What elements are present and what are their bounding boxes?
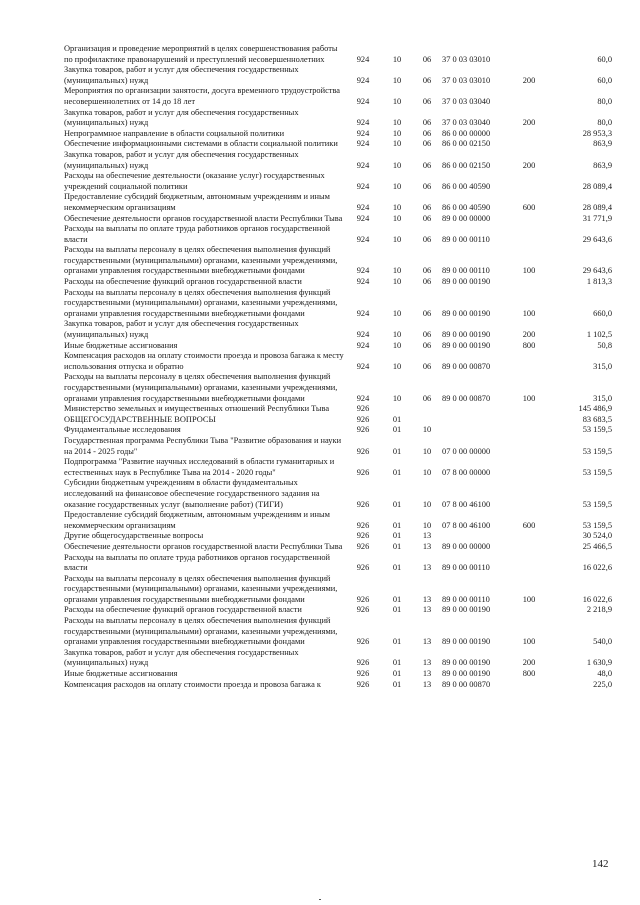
- row-vr-code: 100: [522, 266, 536, 276]
- table-row: [64, 192, 612, 213]
- row-name: Организация и проведение мероприятий в целях совершенствования работы по профилактике правонарушений и преступлений несовершеннолетних: [64, 44, 338, 64]
- row-vr-code: [514, 531, 544, 542]
- row-csr-code: 89 0 00 00190: [442, 277, 491, 287]
- row-rz-code: 10: [392, 330, 402, 340]
- row-name: Обеспечение деятельности органов государственной власти Республики Тыва: [64, 213, 343, 223]
- row-pr-code: 10: [422, 499, 432, 509]
- row-vr-code: 200: [522, 330, 536, 340]
- budget-table: [64, 44, 612, 690]
- row-vr-code: 200: [522, 118, 536, 128]
- row-csr-code: 07 8 00 46100: [442, 520, 491, 530]
- table-row: [64, 150, 612, 171]
- row-name: Расходы на выплаты по оплате труда работников органов государственной власти: [64, 552, 331, 573]
- row-pr-code: 13: [422, 563, 432, 573]
- table-row: [64, 436, 612, 457]
- row-pr-code: 10: [422, 425, 432, 435]
- row-rz-code: 01: [392, 425, 402, 435]
- row-sum: 16 022,6: [582, 594, 612, 604]
- row-gr-code: 924: [356, 393, 370, 403]
- row-name: Субсидии бюджетным учреждениям в области фундаментальных исследований на финансовое обеспечение государственного задания на оказание государственных услуг (выполнение работ) (ТИГИ): [64, 478, 320, 509]
- row-name: Фундаментальные исследования: [64, 425, 181, 435]
- row-name: Расходы на выплаты персоналу в целях обеспечения выполнения функций государственными (муниципальными) органами, казенными учреждениями, органами управления государственными внебюджетными фондами: [64, 287, 338, 318]
- row-sum: 53 159,5: [582, 446, 612, 456]
- row-name: Компенсация расходов на оплату стоимости проезда и провоза багажа к: [64, 679, 321, 689]
- row-csr-code: 89 0 00 00870: [442, 361, 491, 371]
- row-csr-code: 89 0 00 00110: [442, 266, 490, 276]
- row-pr-code: 06: [422, 160, 432, 170]
- row-name: Иные бюджетные ассигнования: [64, 669, 178, 679]
- row-sum: 225,0: [593, 679, 612, 689]
- row-name: Государственная программа Республики Тыва "Развитие образования и науки на 2014 - 2025 годы": [64, 435, 342, 456]
- row-pr-code: 06: [422, 361, 432, 371]
- row-gr-code: 926: [356, 520, 370, 530]
- row-vr-code: [514, 553, 544, 574]
- row-sum: 53 159,5: [582, 520, 612, 530]
- row-pr-code: 13: [422, 637, 432, 647]
- row-gr-code: 926: [356, 605, 370, 615]
- row-name: Закупка товаров, работ и услуг для обеспечения государственных (муниципальных) нужд: [64, 647, 299, 668]
- row-sum: 660,0: [593, 308, 612, 318]
- row-csr-code: [442, 531, 514, 542]
- table-row: [64, 680, 612, 691]
- table-row: [64, 319, 612, 340]
- row-gr-code: 924: [356, 128, 370, 138]
- row-csr-code: 89 0 00 00190: [442, 637, 491, 647]
- row-pr-code: 06: [422, 213, 432, 223]
- row-pr-code: 10: [422, 467, 432, 477]
- row-pr-code: 13: [422, 594, 432, 604]
- row-csr-code: 89 0 00 00000: [442, 541, 491, 551]
- row-gr-code: 926: [356, 679, 370, 689]
- row-csr-code: 89 0 00 00870: [442, 393, 491, 403]
- row-sum: 29 643,6: [582, 266, 612, 276]
- row-csr-code: 07 0 00 00000: [442, 446, 491, 456]
- row-vr-code: 100: [522, 594, 536, 604]
- table-row: [64, 531, 612, 542]
- row-gr-code: 924: [356, 308, 370, 318]
- row-rz-code: 10: [392, 361, 402, 371]
- row-csr-code: 89 0 00 00190: [442, 658, 491, 668]
- row-sum: 1 813,3: [586, 277, 612, 287]
- table-row: [64, 415, 612, 426]
- table-row: [64, 553, 612, 574]
- row-name: Расходы на выплаты по оплате труда работников органов государственной власти: [64, 224, 331, 244]
- row-name: Предоставление субсидий бюджетным, автономным учреждениям и иным некоммерческим организациям: [64, 192, 330, 212]
- row-pr-code: [412, 415, 442, 426]
- row-csr-code: [442, 425, 514, 436]
- row-gr-code: 924: [356, 266, 370, 276]
- row-vr-code: 800: [522, 340, 536, 350]
- row-rz-code: 01: [392, 669, 402, 679]
- table-row: [64, 404, 612, 415]
- row-gr-code: 924: [356, 277, 370, 287]
- table-row: [64, 65, 612, 86]
- row-vr-code: [514, 214, 544, 225]
- table-row: [64, 351, 612, 372]
- row-sum: 80,0: [597, 96, 612, 106]
- row-sum: 1 630,9: [586, 658, 612, 668]
- table-row: [64, 669, 612, 680]
- row-name: Расходы на обеспечение функций органов государственной власти: [64, 277, 302, 287]
- row-name: Обеспечение деятельности органов государственной власти Республики Тыва: [64, 541, 343, 551]
- row-rz-code: 01: [392, 541, 402, 551]
- row-gr-code: 924: [356, 213, 370, 223]
- row-csr-code: 86 0 00 02150: [442, 160, 491, 170]
- row-sum: 315,0: [593, 393, 612, 403]
- row-csr-code: 89 0 00 00000: [442, 213, 491, 223]
- row-gr-code: 926: [356, 499, 370, 509]
- row-csr-code: 37 0 03 03010: [442, 75, 491, 85]
- row-gr-code: 926: [356, 541, 370, 551]
- row-rz-code: 10: [392, 118, 402, 128]
- row-rz-code: 10: [392, 234, 402, 244]
- table-row: [64, 245, 612, 277]
- page-number: 142: [592, 858, 609, 870]
- row-pr-code: 06: [422, 96, 432, 106]
- row-csr-code: 37 0 03 03010: [442, 54, 491, 64]
- table-row: [64, 574, 612, 606]
- row-pr-code: 10: [422, 520, 432, 530]
- row-csr-code: 37 0 03 03040: [442, 96, 491, 106]
- row-name: Расходы на обеспечение деятельности (оказание услуг) государственных учреждений социальной политики: [64, 171, 325, 191]
- row-pr-code: 13: [422, 531, 432, 541]
- row-vr-code: 600: [522, 202, 536, 212]
- row-csr-code: 86 0 00 00000: [442, 128, 491, 138]
- row-sum: 53 159,5: [582, 499, 612, 509]
- row-vr-code: 600: [522, 520, 536, 530]
- row-rz-code: 10: [392, 75, 402, 85]
- row-sum: 29 643,6: [582, 234, 612, 244]
- row-sum: 31 771,9: [582, 213, 612, 223]
- row-rz-code: 10: [392, 128, 402, 138]
- row-sum: 28 089,4: [582, 202, 612, 212]
- budget-table-body: [64, 44, 612, 690]
- row-vr-code: [514, 86, 544, 107]
- row-name: Закупка товаров, работ и услуг для обеспечения государственных (муниципальных) нужд: [64, 149, 299, 170]
- row-name: Расходы на выплаты персоналу в целях обеспечения выполнения функций государственными (муниципальными) органами, казенными учреждениями, органами управления государственными внебюджетными фондами: [64, 573, 338, 604]
- row-name: Иные бюджетные ассигнования: [64, 340, 178, 350]
- row-sum: 53 159,5: [582, 425, 612, 435]
- row-csr-code: [442, 404, 514, 415]
- row-name: Компенсация расходов на оплату стоимости проезда и провоза багажа к месту использования отпуска и обратно: [64, 351, 344, 371]
- row-gr-code: 924: [356, 202, 370, 212]
- row-sum: 16 022,6: [582, 563, 612, 573]
- row-sum: 2 218,9: [586, 605, 612, 615]
- table-row: [64, 44, 612, 65]
- row-name: Закупка товаров, работ и услуг для обеспечения государственных (муниципальных) нужд: [64, 319, 299, 340]
- row-sum: 145 486,9: [578, 404, 612, 414]
- table-row: [64, 224, 612, 245]
- row-sum: 1 102,5: [586, 330, 612, 340]
- row-name: Закупка товаров, работ и услуг для обеспечения государственных (муниципальных) нужд: [64, 65, 299, 85]
- table-row: [64, 86, 612, 107]
- row-name: Другие общегосударственные вопросы: [64, 531, 204, 541]
- table-row: [64, 425, 612, 436]
- row-gr-code: 926: [356, 658, 370, 668]
- row-gr-code: 924: [356, 234, 370, 244]
- row-vr-code: 200: [522, 75, 536, 85]
- row-gr-code: 924: [356, 118, 370, 128]
- row-csr-code: 37 0 03 03040: [442, 118, 491, 128]
- row-csr-code: 07 8 00 46100: [442, 499, 491, 509]
- row-sum: 60,0: [597, 75, 612, 85]
- row-sum: 83 683,5: [582, 414, 612, 424]
- row-pr-code: 06: [422, 75, 432, 85]
- row-vr-code: [514, 457, 544, 478]
- row-pr-code: 13: [422, 541, 432, 551]
- row-pr-code: 06: [422, 340, 432, 350]
- row-vr-code: [514, 478, 544, 510]
- row-name: Расходы на выплаты персоналу в целях обеспечения выполнения функций государственными (муниципальными) органами, казенными учреждениями, органами управления государственными внебюджетными фондами: [64, 372, 338, 403]
- row-sum: 863,9: [593, 139, 612, 149]
- row-vr-code: 100: [522, 393, 536, 403]
- row-gr-code: 924: [356, 75, 370, 85]
- row-gr-code: 924: [356, 139, 370, 149]
- row-gr-code: 924: [356, 96, 370, 106]
- row-sum: 540,0: [593, 637, 612, 647]
- table-row: [64, 108, 612, 129]
- row-sum: 50,8: [597, 340, 612, 350]
- row-rz-code: [382, 404, 412, 415]
- row-rz-code: 10: [392, 340, 402, 350]
- row-rz-code: 10: [392, 181, 402, 191]
- row-vr-code: [514, 404, 544, 415]
- table-row: [64, 648, 612, 669]
- row-gr-code: 926: [356, 414, 370, 424]
- row-name: Закупка товаров, работ и услуг для обеспечения государственных (муниципальных) нужд: [64, 107, 299, 128]
- row-vr-code: 200: [522, 160, 536, 170]
- table-row: [64, 372, 612, 404]
- row-gr-code: 926: [356, 637, 370, 647]
- row-name: Подпрограмма "Развитие научных исследований в области гуманитарных и естественных наук в Республике Тыва на 2014 - 2020 годы": [64, 457, 335, 477]
- row-gr-code: 924: [356, 330, 370, 340]
- row-name: Непрограммное направление в области социальной политики: [64, 128, 285, 138]
- row-sum: 80,0: [597, 118, 612, 128]
- row-gr-code: 926: [356, 531, 370, 541]
- row-gr-code: 924: [356, 160, 370, 170]
- row-pr-code: 06: [422, 202, 432, 212]
- row-gr-code: 926: [356, 446, 370, 456]
- row-sum: 28 089,4: [582, 181, 612, 191]
- row-rz-code: 01: [392, 467, 402, 477]
- row-pr-code: 13: [422, 679, 432, 689]
- table-row: [64, 542, 612, 553]
- table-row: [64, 341, 612, 352]
- row-gr-code: 926: [356, 669, 370, 679]
- row-rz-code: 01: [392, 679, 402, 689]
- row-vr-code: [514, 351, 544, 372]
- row-name: Мероприятия по организации занятости, досуга временного трудоустройства несовершеннолетних от 14 до 18 лет: [64, 86, 341, 106]
- row-csr-code: 89 0 00 00190: [442, 605, 491, 615]
- row-rz-code: 01: [392, 414, 402, 424]
- row-vr-code: [514, 680, 544, 691]
- row-vr-code: 800: [522, 669, 536, 679]
- row-csr-code: 89 0 00 00190: [442, 330, 491, 340]
- row-sum: 863,9: [593, 160, 612, 170]
- row-rz-code: 10: [392, 160, 402, 170]
- row-gr-code: 926: [356, 467, 370, 477]
- row-rz-code: 01: [392, 446, 402, 456]
- row-name: Предоставление субсидий бюджетным, автономным учреждениям и иным некоммерческим организациям: [64, 510, 330, 530]
- row-rz-code: 01: [392, 658, 402, 668]
- row-vr-code: 100: [522, 308, 536, 318]
- row-name: Расходы на выплаты персоналу в целях обеспечения выполнения функций государственными (муниципальными) органами, казенными учреждениями, органами управления государственными внебюджетными фондами: [64, 245, 338, 276]
- row-gr-code: 926: [356, 594, 370, 604]
- row-vr-code: [514, 139, 544, 150]
- row-pr-code: 13: [422, 605, 432, 615]
- row-csr-code: 89 0 00 00110: [442, 563, 490, 573]
- row-pr-code: 13: [422, 669, 432, 679]
- row-pr-code: 06: [422, 393, 432, 403]
- row-vr-code: [514, 129, 544, 140]
- table-row: [64, 129, 612, 140]
- row-rz-code: 10: [392, 266, 402, 276]
- table-row: [64, 478, 612, 510]
- row-sum: 48,0: [597, 669, 612, 679]
- row-pr-code: 06: [422, 139, 432, 149]
- table-row: [64, 171, 612, 192]
- row-gr-code: 924: [356, 54, 370, 64]
- row-pr-code: 06: [422, 330, 432, 340]
- table-row: [64, 510, 612, 531]
- scan-speck: [319, 899, 321, 900]
- row-vr-code: [514, 415, 544, 426]
- row-pr-code: 13: [422, 658, 432, 668]
- row-vr-code: [514, 542, 544, 553]
- row-pr-code: 06: [422, 308, 432, 318]
- row-gr-code: 926: [356, 425, 370, 435]
- row-rz-code: 01: [392, 531, 402, 541]
- row-vr-code: [514, 224, 544, 245]
- row-name: ОБЩЕГОСУДАРСТВЕННЫЕ ВОПРОСЫ: [64, 414, 216, 424]
- row-vr-code: [514, 277, 544, 288]
- row-sum: 60,0: [597, 54, 612, 64]
- row-sum: 30 524,0: [582, 531, 612, 541]
- row-vr-code: [514, 425, 544, 436]
- row-csr-code: [442, 415, 514, 426]
- row-rz-code: 10: [392, 213, 402, 223]
- row-name: Расходы на обеспечение функций органов государственной власти: [64, 605, 302, 615]
- row-csr-code: 86 0 00 40590: [442, 181, 491, 191]
- table-row: [64, 616, 612, 648]
- row-name: Министерство земельных и имущественных отношений Республики Тыва: [64, 404, 330, 414]
- row-rz-code: 10: [392, 54, 402, 64]
- row-rz-code: 10: [392, 308, 402, 318]
- row-vr-code: [514, 44, 544, 65]
- row-pr-code: 06: [422, 234, 432, 244]
- row-vr-code: 200: [522, 658, 536, 668]
- row-csr-code: 86 0 00 40590: [442, 202, 491, 212]
- row-pr-code: 10: [422, 446, 432, 456]
- table-row: [64, 277, 612, 288]
- row-pr-code: 06: [422, 277, 432, 287]
- row-pr-code: 06: [422, 266, 432, 276]
- row-rz-code: 10: [392, 96, 402, 106]
- row-pr-code: 06: [422, 118, 432, 128]
- row-rz-code: 01: [392, 594, 402, 604]
- row-pr-code: 06: [422, 181, 432, 191]
- row-csr-code: 89 0 00 00110: [442, 594, 490, 604]
- row-csr-code: 89 0 00 00190: [442, 308, 491, 318]
- row-gr-code: 924: [356, 361, 370, 371]
- row-sum: 53 159,5: [582, 467, 612, 477]
- row-vr-code: [514, 171, 544, 192]
- row-csr-code: 86 0 00 02150: [442, 139, 491, 149]
- table-row: [64, 214, 612, 225]
- row-rz-code: 01: [392, 637, 402, 647]
- row-rz-code: 01: [392, 499, 402, 509]
- table-row: [64, 139, 612, 150]
- row-sum: 25 466,5: [582, 541, 612, 551]
- row-pr-code: [412, 404, 442, 415]
- row-pr-code: 06: [422, 54, 432, 64]
- row-vr-code: 100: [522, 637, 536, 647]
- row-gr-code: 924: [356, 181, 370, 191]
- row-sum: 315,0: [593, 361, 612, 371]
- row-gr-code: 924: [356, 340, 370, 350]
- table-row: [64, 457, 612, 478]
- row-csr-code: 07 8 00 00000: [442, 467, 491, 477]
- row-rz-code: 10: [392, 277, 402, 287]
- table-row: [64, 605, 612, 616]
- row-csr-code: 89 0 00 00870: [442, 679, 491, 689]
- row-rz-code: 01: [392, 520, 402, 530]
- row-name: Обеспечение информационными системами в области социальной политики: [64, 139, 338, 149]
- row-sum: 28 953,3: [582, 128, 612, 138]
- row-rz-code: 10: [392, 393, 402, 403]
- row-name: Расходы на выплаты персоналу в целях обеспечения выполнения функций государственными (муниципальными) органами, казенными учреждениями, органами управления государственными внебюджетными фондами: [64, 616, 338, 647]
- row-csr-code: 89 0 00 00190: [442, 669, 491, 679]
- row-rz-code: 10: [392, 202, 402, 212]
- row-csr-code: 89 0 00 00190: [442, 340, 491, 350]
- table-row: [64, 288, 612, 320]
- row-gr-code: 926: [356, 404, 370, 414]
- row-rz-code: 10: [392, 139, 402, 149]
- row-vr-code: [514, 436, 544, 457]
- row-rz-code: 01: [392, 605, 402, 615]
- row-rz-code: 01: [392, 563, 402, 573]
- row-gr-code: 926: [356, 563, 370, 573]
- row-vr-code: [514, 605, 544, 616]
- row-csr-code: 89 0 00 00110: [442, 234, 490, 244]
- row-pr-code: 06: [422, 128, 432, 138]
